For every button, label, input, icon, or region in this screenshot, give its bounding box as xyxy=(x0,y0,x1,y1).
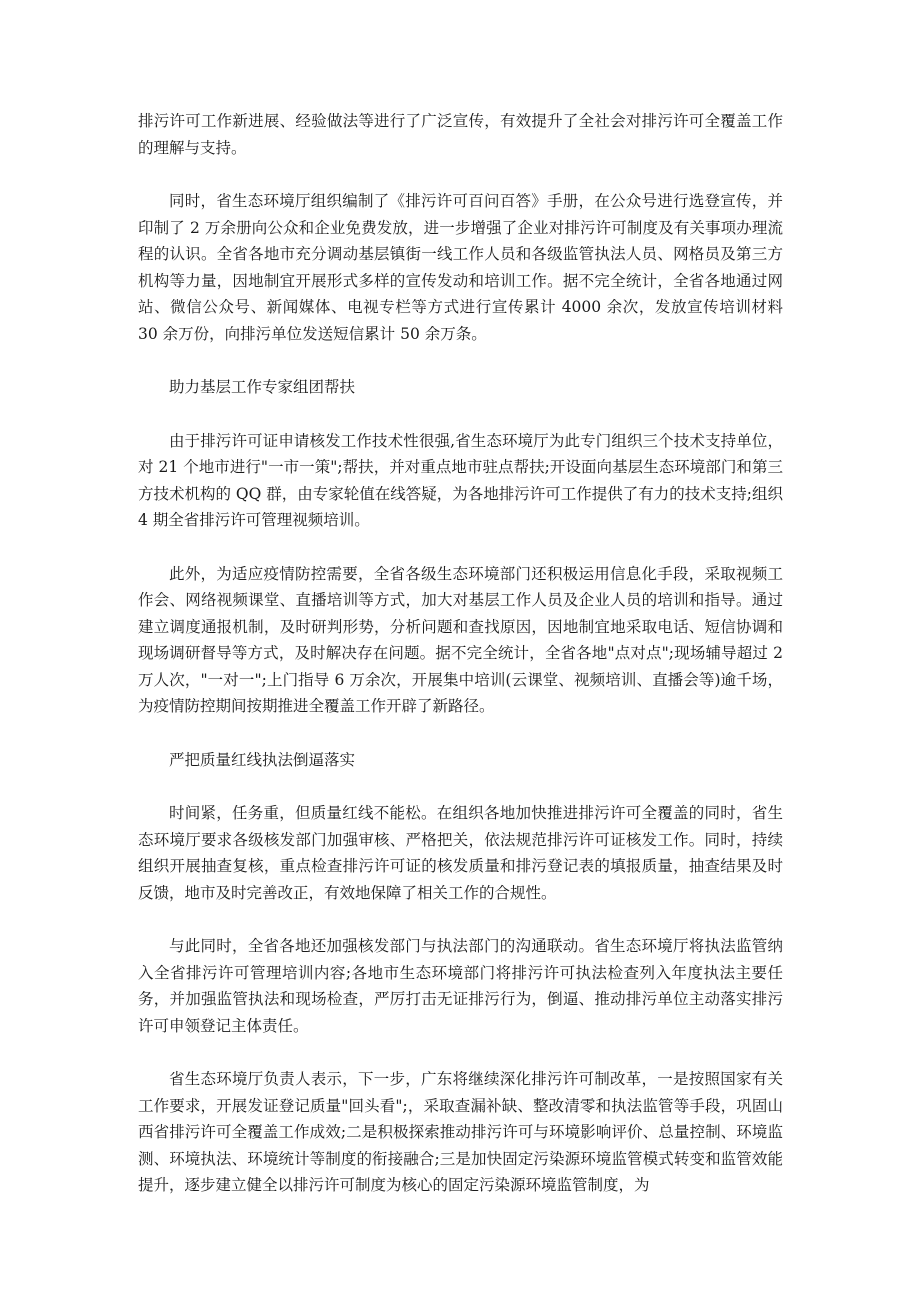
document-page xyxy=(138,108,783,1226)
paragraph-quality-review: 时间紧，任务重，但质量红线不能松。在组织各地加快推进排污许可全覆盖的同时，省生态环境厅要求各级核发部门加强审核、严格把关，依法规范排污许可证核发工作。同时，持续组织开展抽查复核，重点检查排污许可证的核发质量和排污登记表的填报质量，抽查结果及时反馈，地市及时完善改正，有效地保障了相关工作的合规性。 xyxy=(138,804,783,902)
section-heading-expert-support: 助力基层工作专家组团帮扶 xyxy=(169,378,356,396)
paragraph-technical-support: 由于排污许可证申请核发工作技术性很强,省生态环境厅为此专门组织三个技术支持单位，对 21 个地市进行"一市一策";帮扶，并对重点地市驻点帮扶;开设面向基层生态环境部门和第三方技术机构的 QQ 群，由专家轮值在线答疑，为各地排污许可工作提供了有力的技术支持;组织 4 期全省排污许可管理视频培训。 xyxy=(138,431,783,529)
paragraph-handbook-training: 同时，省生态环境厅组织编制了《排污许可百问百答》手册，在公众号进行选登宣传，并印制了 2 万余册向公众和企业免费发放，进一步增强了企业对排污许可制度及有关事项办理流程的认识。全省各地市充分调动基层镇街一线工作人员和各级监管执法人员、网格员及第三方机构等力量，因地制宜开展形式多样的宣传发动和培训工作。据不完全统计，全省各地通过网站、微信公众号、新闻媒体、电视专栏等方式进行宣传累计 4000 余次，发放宣传培训材料 30 余万份，向排污单位发送短信累计 50 余万条。 xyxy=(138,192,783,343)
section-heading-quality-enforcement: 严把质量红线执法倒逼落实 xyxy=(169,750,356,769)
paragraph-epidemic-training: 此外，为适应疫情防控需要，全省各级生态环境部门还积极运用信息化手段，采取视频工作会、网络视频课堂、直播培训等方式，加大对基层工作人员及企业人员的培训和指导。通过建立调度通报机制，及时研判形势，分析问题和查找原因，因地制宜地采取电话、短信协调和现场调研督导等方式，及时解决存在问题。据不完全统计，全省各地"点对点";现场辅导超过 2 万人次，"一对一";上门指导 6 万余次，开展集中培训(云课堂、视频培训、直播会等)逾千场，为疫情防控期间按期推进全覆盖工作开辟了新路径。 xyxy=(138,564,783,715)
paragraph-next-steps: 省生态环境厅负责人表示，下一步，广东将继续深化排污许可制改革，一是按照国家有关工作要求，开展发证登记质量"回头看";，采取查漏补缺、整改清零和执法监管等手段，巩固山西省排污许可全覆盖工作成效;二是积极探索推动排污许可与环境影响评价、总量控制、环境监测、环境执法、环境统计等制度的衔接融合;三是加快固定污染源环境监管模式转变和监管效能提升，逐步建立健全以排污许可制度为核心的固定污染源环境监管制度，为 xyxy=(138,1070,783,1194)
paragraph-enforcement-linkage: 与此同时，全省各地还加强核发部门与执法部门的沟通联动。省生态环境厅将执法监管纳入全省排污许可管理培训内容;各地市生态环境部门将排污许可执法检查列入年度执法主要任务，并加强监管执法和现场检查，严厉打击无证排污行为，倒逼、推动排污单位主动落实排污许可申领登记主体责任。 xyxy=(138,937,783,1035)
paragraph-publicity-summary: 排污许可工作新进展、经验做法等进行了广泛宣传，有效提升了全社会对排污许可全覆盖工作的理解与支持。 xyxy=(138,112,783,157)
